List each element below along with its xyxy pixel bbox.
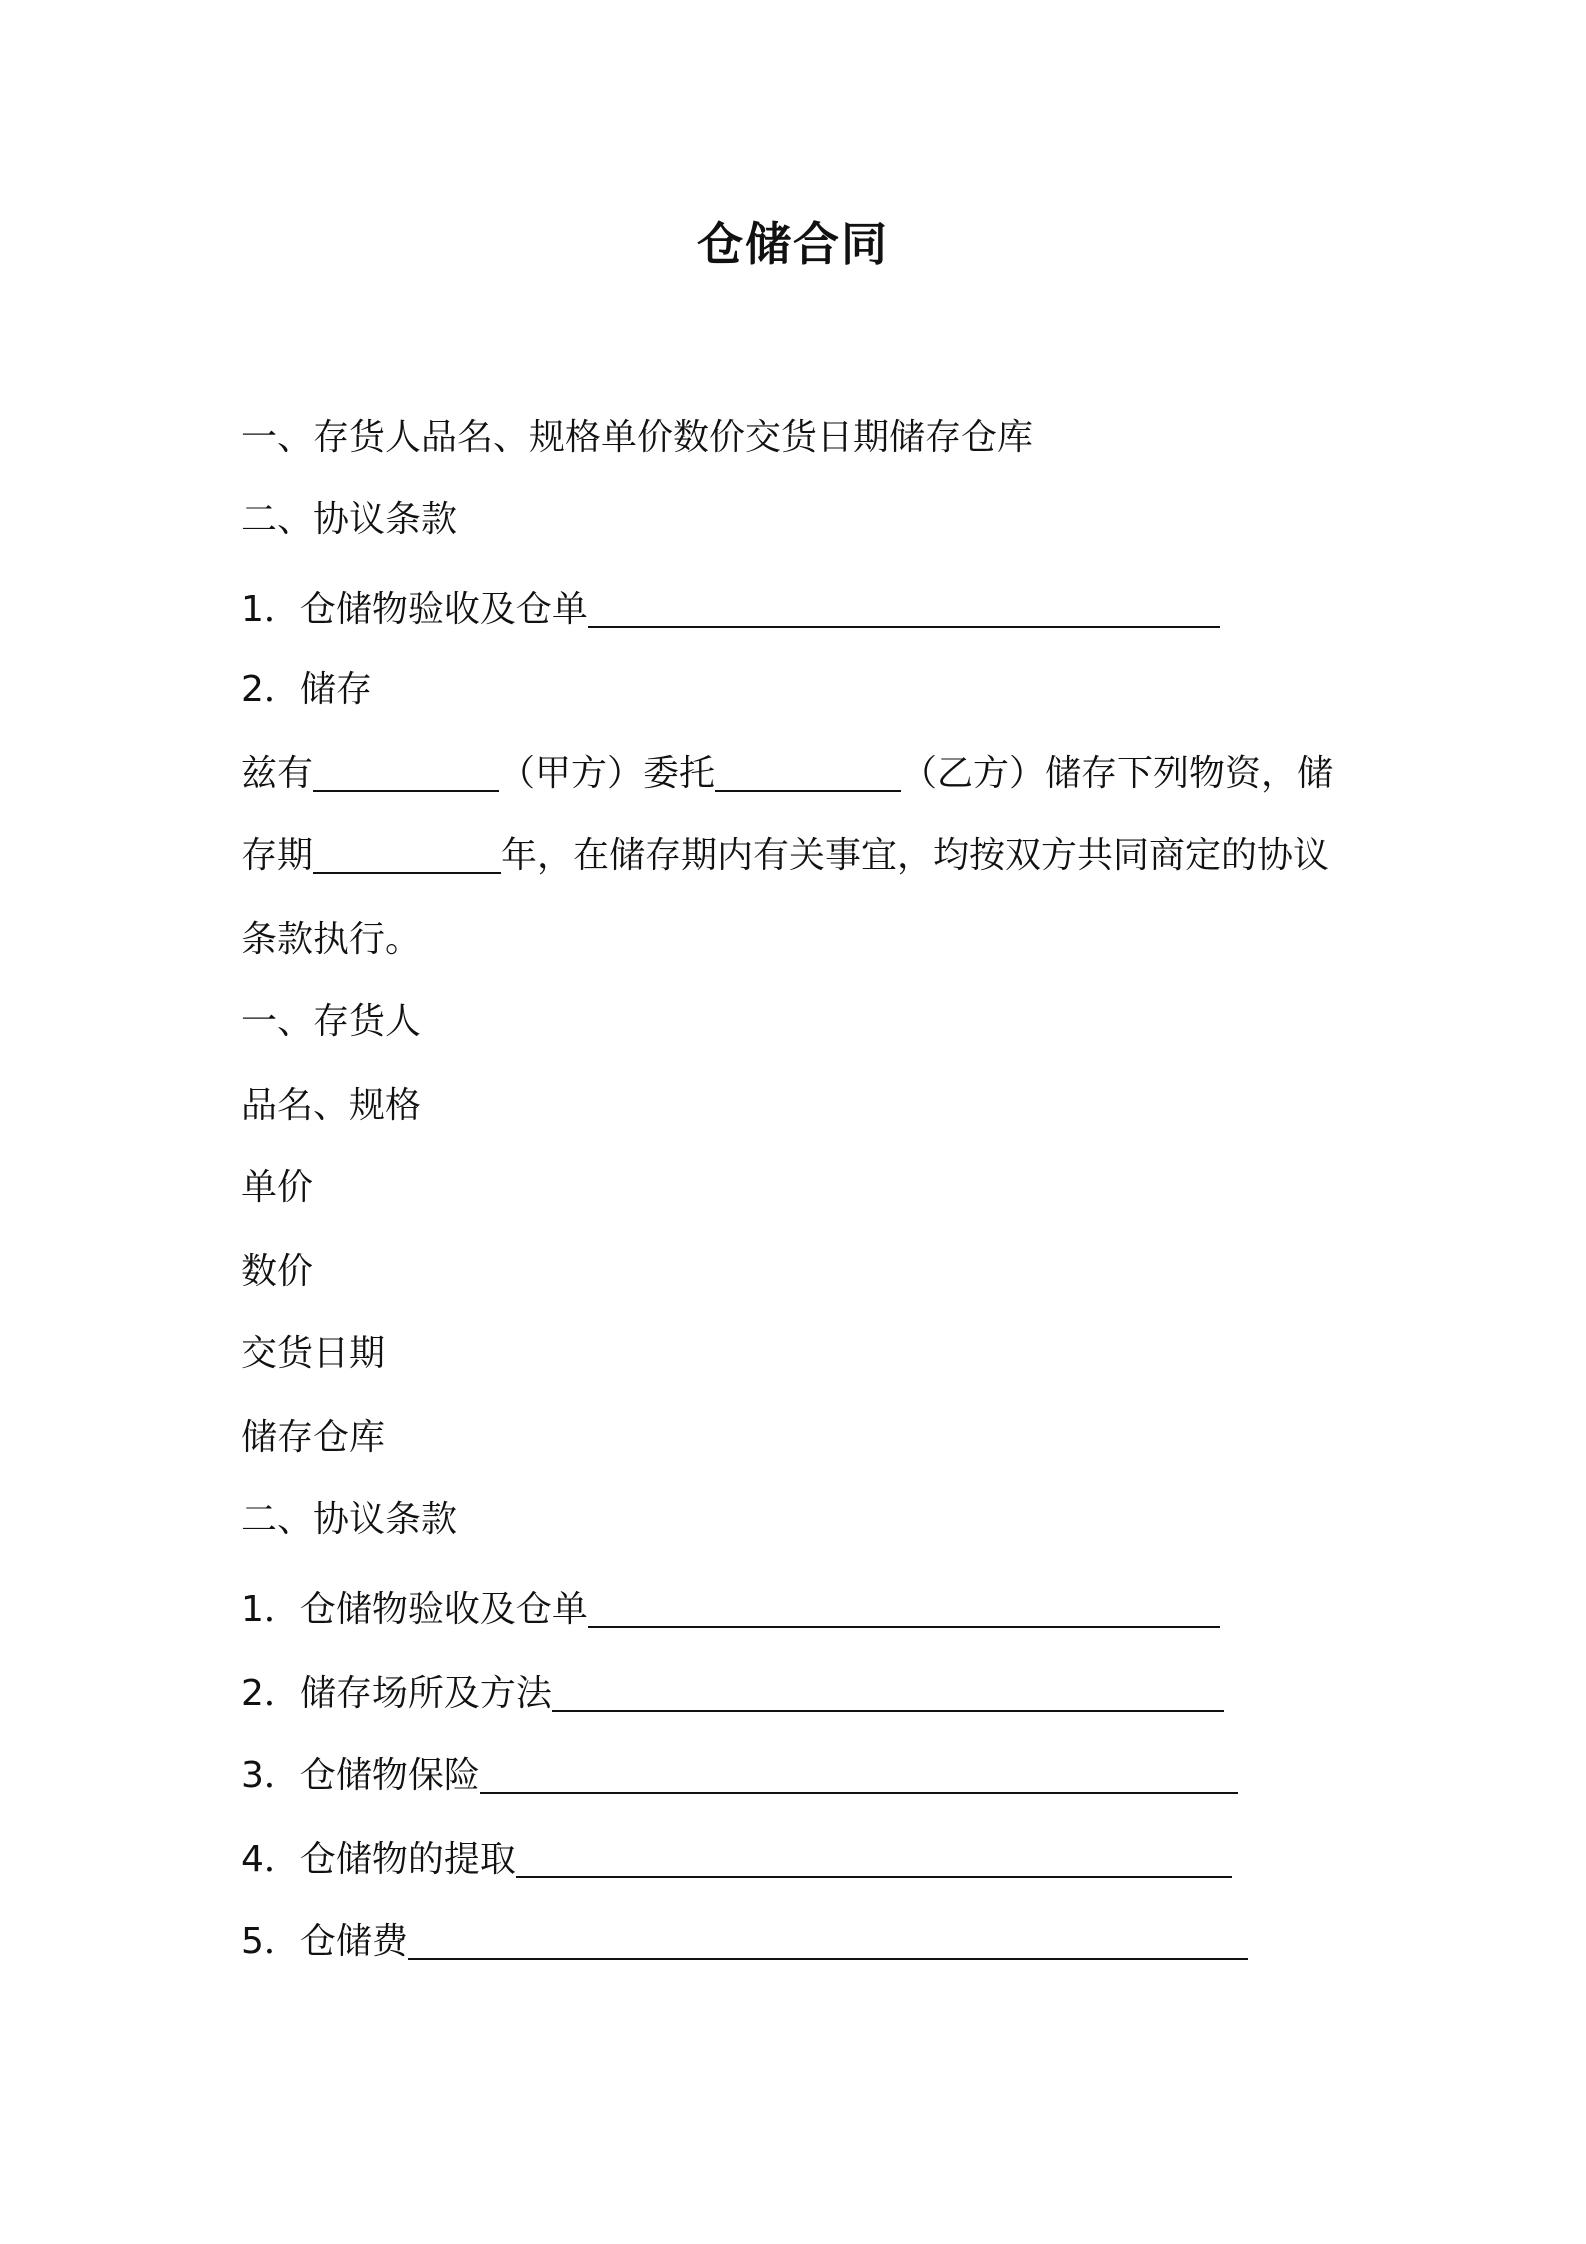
intro-text-3: （乙方）储存下列物资，储: [901, 753, 1334, 794]
summary-heading-2: 二、协议条款: [241, 499, 458, 540]
intro-line-1: [241, 750, 1333, 798]
storage-years-blank[interactable]: [313, 832, 501, 874]
clause-label: 5．仓储费: [241, 1921, 408, 1962]
clause-label: 4．仓储物的提取: [241, 1839, 516, 1880]
intro-line-2: [241, 832, 1329, 880]
clause-blank[interactable]: [408, 1918, 1248, 1960]
clause-blank[interactable]: [552, 1670, 1224, 1712]
intro-text-4: 存期: [241, 835, 314, 876]
clause-item: [241, 1918, 1248, 1966]
field-unit-price: 单价: [241, 1167, 314, 1208]
field-name-spec: 品名、规格: [241, 1085, 422, 1126]
summary-item-1-blank[interactable]: [588, 586, 1220, 628]
party-b-blank[interactable]: [715, 750, 901, 792]
field-storage-warehouse: 储存仓库: [241, 1417, 386, 1458]
intro-text-1: 兹有: [241, 753, 314, 794]
summary-heading-1: 一、存货人品名、规格单价数价交货日期储存仓库: [241, 417, 1034, 458]
section-1-heading: 一、存货人: [241, 1001, 422, 1042]
field-quantity-price: 数价: [241, 1251, 314, 1292]
clause-item: [241, 1586, 1220, 1634]
clause-item: [241, 1670, 1224, 1718]
field-delivery-date: 交货日期: [241, 1333, 386, 1374]
clause-label: 1．仓储物验收及仓单: [241, 1589, 588, 1630]
clause-item: [241, 1836, 1232, 1884]
intro-line-3: 条款执行。: [241, 919, 422, 960]
summary-item-1-label: 1．仓储物验收及仓单: [241, 589, 588, 630]
clause-label: 2．储存场所及方法: [241, 1673, 552, 1714]
intro-text-2: （甲方）委托: [499, 753, 716, 794]
document-title: 仓储合同: [697, 217, 889, 271]
party-a-blank[interactable]: [313, 750, 499, 792]
clause-blank[interactable]: [480, 1752, 1238, 1794]
summary-item-2: 2．储存: [241, 669, 372, 710]
clause-label: 3．仓储物保险: [241, 1755, 480, 1796]
intro-text-5: 年，在储存期内有关事宜，均按双方共同商定的协议: [501, 835, 1330, 876]
summary-item-1: [241, 586, 1220, 634]
clause-blank[interactable]: [588, 1586, 1220, 1628]
clause-item: [241, 1752, 1238, 1800]
section-2-heading: 二、协议条款: [241, 1499, 458, 1540]
clause-blank[interactable]: [516, 1836, 1232, 1878]
